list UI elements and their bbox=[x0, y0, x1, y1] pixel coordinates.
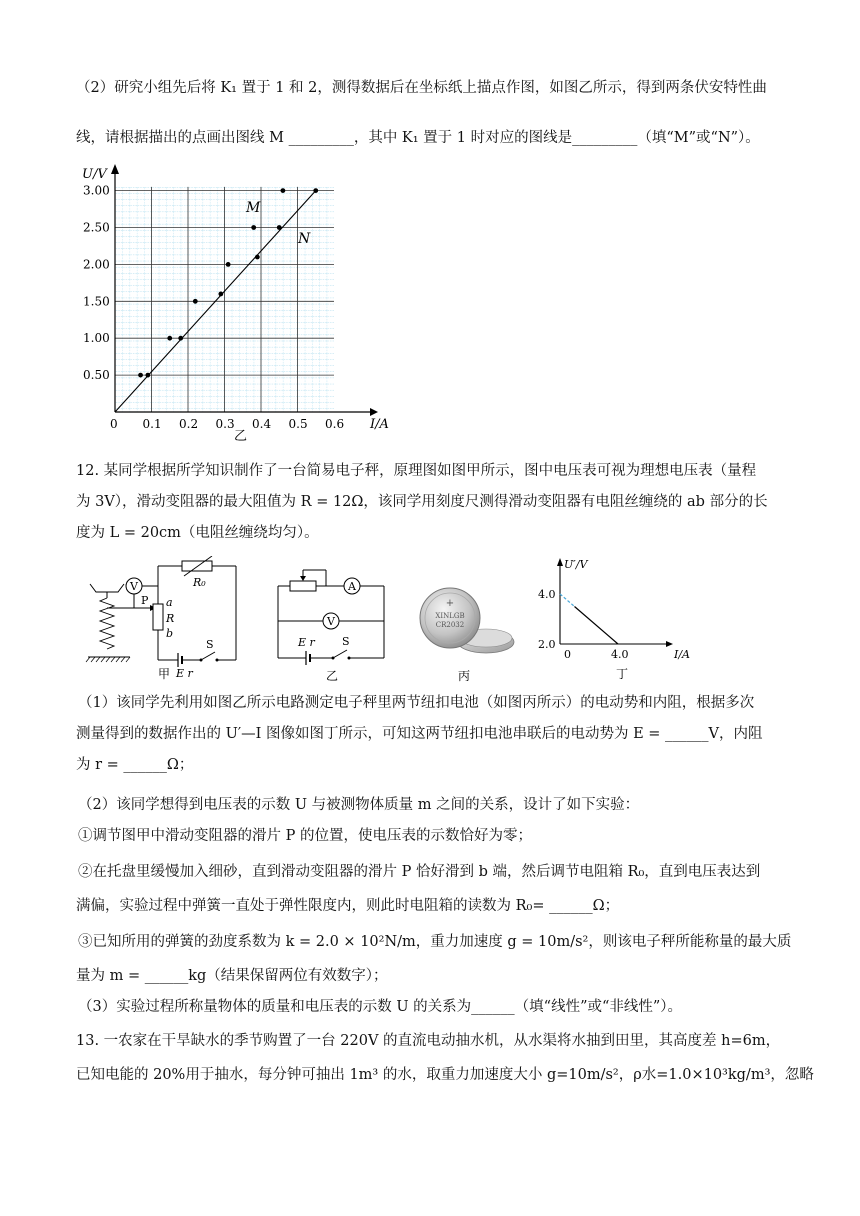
graph-yi-xtick: 0.2 bbox=[179, 417, 199, 431]
fig-ding-xtick-4: 4.0 bbox=[611, 648, 629, 661]
fig-ding bbox=[536, 556, 696, 682]
fig-ding-dashed-line bbox=[560, 594, 575, 607]
graph-yi-ytick: 3.00 bbox=[83, 183, 110, 198]
graph-yi-ytick: 1.50 bbox=[83, 294, 110, 309]
graph-yi-label-M: M bbox=[246, 200, 261, 216]
graph-yi-xtick: 0.1 bbox=[142, 417, 162, 431]
fig-yi-circuit bbox=[270, 566, 400, 682]
fig-bing bbox=[412, 566, 520, 682]
q12-p1-line1: （1）该同学先利用如图乙所示电路测定电子秤里两节纽扣电池（如图丙所示）的电动势和内阻，根据多次 bbox=[78, 695, 755, 711]
graph-yi-data-point bbox=[226, 262, 231, 267]
fig-ding-y-label: U′/V bbox=[564, 558, 588, 571]
q12-p1-line3: 为 r = ______Ω； bbox=[76, 757, 194, 773]
graph-yi-xtick: 0.3 bbox=[215, 417, 235, 431]
q12-line1: 12. 某同学根据所学知识制作了一台简易电子秤，原理图如图甲所示，图中电压表可视为理想电压表（量程 bbox=[76, 463, 757, 479]
fig-yi-caption: 乙 bbox=[326, 669, 339, 682]
graph-yi-data-point bbox=[281, 188, 286, 193]
graph-yi-ytick: 1.00 bbox=[83, 331, 110, 346]
graph-yi-data-point bbox=[193, 299, 198, 304]
fig-jia bbox=[78, 556, 248, 682]
q12-p2-line1: （2）该同学想得到电压表的示数 U 与被测物体质量 m 之间的关系，设计了如下实验： bbox=[78, 797, 640, 813]
fig-yi-ammeter-A: A bbox=[348, 580, 356, 593]
graph-yi-ytick: 0.50 bbox=[83, 368, 110, 383]
q12-p3: （3）实验过程所称量物体的质量和电压表的示数 U 的关系为______（填“线性”或“非线性”）。 bbox=[78, 999, 683, 1015]
graph-yi-y-label: U/V bbox=[82, 167, 107, 182]
fig-jia-R: R bbox=[166, 612, 175, 625]
q13-line2: 已知电能的 20%用于抽水，每分钟可抽出 1m³ 的水，取重力加速度大小 g=10m/s²，ρ水=1.0×10³kg/m³，忽略 bbox=[76, 1067, 814, 1083]
graph-yi-data-point bbox=[167, 336, 172, 341]
graph-yi-data-point bbox=[255, 255, 260, 260]
graph-yi-origin: 0 bbox=[110, 417, 118, 431]
q12-p1-line2: 测量得到的数据作出的 U′—I 图像如图丁所示，可知这两节纽扣电池串联后的电动势为 E = ______V，内阻 bbox=[76, 726, 763, 742]
graph-yi-data-point bbox=[251, 225, 256, 230]
fig-jia-P: P bbox=[141, 594, 149, 607]
q13-line1: 13. 一农家在干旱缺水的季节购置了一台 220V 的直流电动抽水机，从水渠将水抽到田里，其高度差 h=6m， bbox=[76, 1033, 781, 1049]
graph-yi-xtick: 0.5 bbox=[288, 417, 308, 431]
graph-yi bbox=[80, 160, 400, 450]
fig-ding-x-label: I/A bbox=[674, 648, 690, 661]
graph-yi-xtick: 0.6 bbox=[325, 417, 345, 431]
fig-ding-solid-line bbox=[575, 607, 619, 645]
q12-p2-step3-l1: ③已知所用的弹簧的劲度系数为 k = 2.0 × 10²N/m，重力加速度 g = 10m/s²，则该电子秤所能称量的最大质 bbox=[78, 934, 792, 950]
graph-yi-data-point bbox=[138, 373, 143, 378]
fig-jia-b: b bbox=[166, 627, 174, 640]
fig-ding-ytick-2: 2.0 bbox=[538, 638, 556, 651]
graph-yi-data-point bbox=[218, 292, 223, 297]
q12-p2-step2-l1: ②在托盘里缓慢加入细砂，直到滑动变阻器的滑片 P 恰好滑到 b 端，然后调节电阻箱 R₀，直到电压表达到 bbox=[78, 864, 761, 880]
fig-ding-xtick-0: 0 bbox=[564, 648, 571, 661]
q12-line3: 度为 L = 20cm（电阻丝缠绕均匀）。 bbox=[76, 525, 319, 541]
fig-ding-ytick-4: 4.0 bbox=[538, 588, 556, 601]
fig-bing-caption: 丙 bbox=[458, 669, 471, 682]
graph-yi-data-point bbox=[145, 373, 150, 378]
graph-yi-data-point bbox=[313, 188, 318, 193]
graph-yi-ytick: 2.50 bbox=[83, 220, 110, 235]
fig-jia-caption: 甲 bbox=[158, 667, 171, 681]
fig-ding-caption: 丁 bbox=[616, 667, 629, 681]
graph-yi-caption: 乙 bbox=[234, 429, 248, 444]
svg-text:+: + bbox=[445, 598, 455, 609]
fig-jia-S: S bbox=[206, 638, 214, 651]
q12-p2-step2-l2: 满偏，实验过程中弹簧一直处于弹性限度内，则此时电阻箱的读数为 R₀= ______Ω； bbox=[76, 898, 620, 914]
fig-yi-Er: E r bbox=[298, 636, 315, 649]
fig-bing-coin-text1: XINLGB bbox=[435, 612, 465, 620]
q11-part2-line1: （2）研究小组先后将 K₁ 置于 1 和 2，测得数据后在坐标纸上描点作图，如图乙所示，得到两条伏安特性曲 bbox=[76, 80, 767, 96]
graph-yi-data-point bbox=[178, 336, 183, 341]
fig-jia-voltmeter-V: V bbox=[130, 580, 138, 593]
graph-yi-ytick: 2.00 bbox=[83, 257, 110, 272]
graph-yi-label-N: N bbox=[298, 231, 311, 247]
q12-p2-step1: ①调节图甲中滑动变阻器的滑片 P 的位置，使电压表的示数恰好为零； bbox=[78, 828, 532, 844]
fig-jia-R0: R₀ bbox=[193, 576, 206, 589]
fig-yi-S: S bbox=[342, 635, 350, 648]
fig-yi-voltmeter-V: V bbox=[327, 615, 335, 628]
graph-yi-data-point bbox=[277, 225, 282, 230]
graph-yi-x-label: I/A bbox=[370, 417, 389, 432]
fig-jia-a: a bbox=[166, 596, 173, 609]
fig-bing-coin-text2: CR2032 bbox=[435, 621, 465, 629]
q12-line2: 为 3V），滑动变阻器的最大阻值为 R = 12Ω，该同学用刻度尺测得滑动变阻器有电阻丝缠绕的 ab 部分的长 bbox=[76, 494, 768, 510]
q11-part2-line2: 线，请根据描出的点画出图线 M _________，其中 K₁ 置于 1 时对应的图线是_________（填“M”或“N”）。 bbox=[76, 130, 760, 146]
q12-p2-step3-l2: 量为 m = ______kg（结果保留两位有效数字）； bbox=[76, 968, 388, 984]
graph-yi-xtick: 0.4 bbox=[252, 417, 272, 431]
fig-jia-Er: E r bbox=[176, 667, 193, 680]
